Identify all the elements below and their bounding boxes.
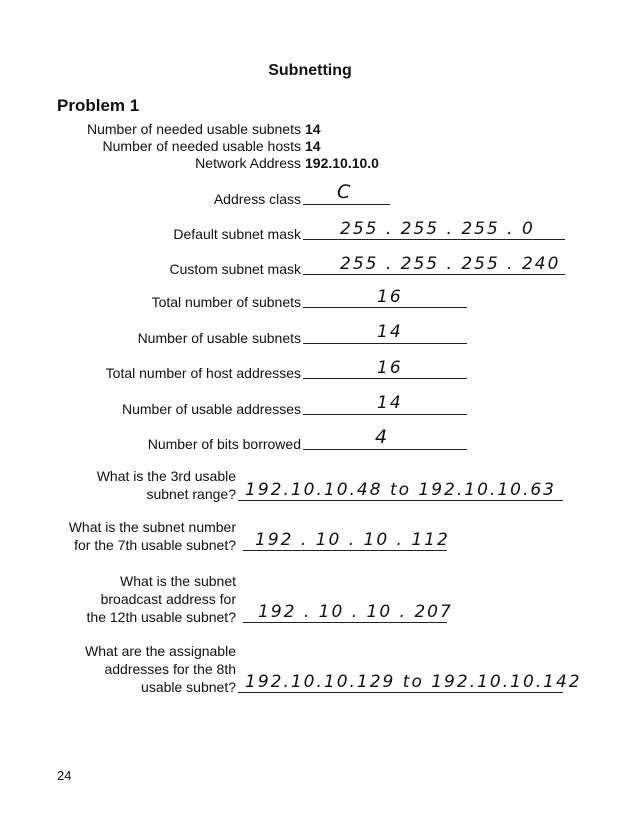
broadcast-12th-label-1: What is the subnet: [120, 573, 236, 589]
subnet-7th-label-1: What is the subnet number: [68, 519, 236, 535]
page-number: 24: [57, 768, 72, 783]
usable-addresses-answer: 14: [377, 393, 403, 413]
total-hosts-line: [303, 378, 467, 379]
usable-subnets-line: [303, 343, 467, 344]
range-3rd-line: [238, 500, 563, 501]
usable-addresses-line: [303, 414, 467, 415]
range-3rd-label-1: What is the 3rd usable: [96, 468, 236, 484]
range-3rd-answer: 192.10.10.48 to 192.10.10.63: [245, 480, 556, 500]
total-subnets-line: [303, 307, 467, 308]
broadcast-12th-label-2: broadcast address for: [100, 591, 236, 607]
total-subnets-answer: 16: [377, 287, 403, 307]
assignable-8th-label-2: addresses for the 8th: [104, 661, 236, 677]
assignable-8th-label-3: usable subnet?: [141, 679, 236, 695]
default-mask-label: Default subnet mask: [173, 226, 301, 242]
page-title: Subnetting: [268, 62, 352, 79]
subnet-7th-label-2: for the 7th usable subnet?: [74, 537, 236, 553]
usable-addresses-label: Number of usable addresses: [122, 401, 301, 417]
bits-borrowed-line: [303, 449, 467, 450]
usable-subnets-answer: 14: [377, 322, 403, 342]
usable-subnets-label: Number of usable subnets: [137, 330, 301, 346]
assignable-8th-answer: 192.10.10.129 to 192.10.10.142: [245, 672, 582, 692]
broadcast-12th-line: [243, 622, 447, 623]
subnet-7th-line: [243, 550, 447, 551]
total-hosts-label: Total number of host addresses: [105, 365, 301, 381]
needed-subnets-label: Number of needed usable subnets: [86, 121, 301, 137]
bits-borrowed-label: Number of bits borrowed: [147, 436, 301, 452]
needed-subnets-value: 14: [305, 121, 321, 137]
default-mask-line: [303, 239, 565, 240]
custom-mask-label: Custom subnet mask: [169, 261, 301, 277]
network-address-label: Network Address: [195, 155, 301, 171]
total-subnets-label: Total number of subnets: [151, 294, 301, 310]
custom-mask-answer: 255 . 255 . 255 . 240: [340, 254, 561, 274]
subnet-7th-answer: 192 . 10 . 10 . 112: [255, 530, 450, 550]
total-hosts-answer: 16: [377, 358, 403, 378]
problem-heading: Problem 1: [57, 96, 140, 115]
assignable-8th-label-1: What are the assignable: [85, 643, 236, 659]
address-class-label: Address class: [213, 191, 301, 207]
broadcast-12th-answer: 192 . 10 . 10 . 207: [258, 602, 453, 622]
range-3rd-label-2: subnet range?: [146, 486, 236, 502]
needed-hosts-value: 14: [305, 138, 321, 154]
default-mask-answer: 255 . 255 . 255 . 0: [340, 219, 535, 239]
bits-borrowed-answer: 4: [375, 426, 390, 448]
network-address-value: 192.10.10.0: [305, 155, 379, 171]
needed-hosts-label: Number of needed usable hosts: [102, 138, 301, 154]
custom-mask-line: [303, 274, 565, 275]
address-class-answer: C: [337, 181, 353, 203]
address-class-line: [303, 204, 390, 205]
assignable-8th-line: [238, 692, 563, 693]
broadcast-12th-label-3: the 12th usable subnet?: [86, 609, 236, 625]
